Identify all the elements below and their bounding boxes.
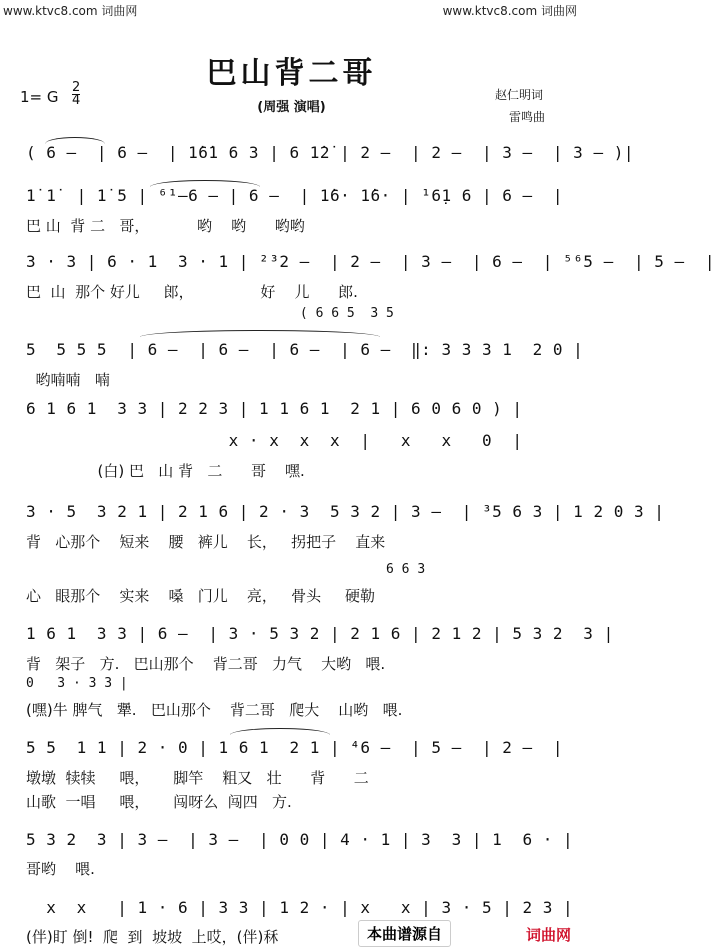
- score-line-6-notes: 3 · 5 3 2 1 | 2 1 6 | 2 · 3 5 3 2 | 3 – | ³5 6 3 | 1 2 0 3 |: [26, 502, 665, 521]
- score-line-5-lyrics: (白) 巴 山 背 二 哥 嘿.: [26, 462, 305, 480]
- singer-credit: (周强 演唱): [257, 100, 326, 115]
- score-line-12-lyrics: (伴)盯 倒! 爬 到 坡坡 上哎，(伴)秝: [26, 928, 279, 946]
- time-denominator: 4: [72, 93, 81, 108]
- score-line-7-lyrics: 心 眼那个 实来 嗓 门儿 亮， 骨头 硬勒: [26, 587, 375, 605]
- score-line-4-small: ( 6 6 5 3 5: [26, 306, 394, 321]
- score-line-5-rhythm: x · x x x | x x 0 |: [26, 431, 523, 450]
- score-line-11-lyrics: 哥哟 喂.: [26, 860, 95, 878]
- slur: [45, 137, 105, 144]
- watermark-left: www.ktvc8.com 词曲网: [3, 4, 138, 18]
- score-line-8-lyrics: 背 架子 方. 巴山那个 背二哥 力气 大哟 喂.: [26, 655, 386, 673]
- score-line-11-notes: 5 3 2 3 | 3 – | 3 – | 0 0 | 4 · 1 | 3 3 | 1 6 · |: [26, 830, 574, 849]
- song-title: 巴山背二哥: [206, 56, 377, 91]
- score-line-4-lyrics: 哟喃喃 喃: [26, 371, 110, 389]
- score-line-3-notes: 3 · 3 | 6 · 1 3 · 1 | ²³2 – | 2 – | 3 – | 6 – | ⁵⁶5 – | 5 – |: [26, 252, 715, 271]
- score-line-7-small: 6 6 3: [26, 562, 426, 577]
- score-line-12-rhythm: x x | 1 · 6 | 3 3 | 1 2 · | x x | 3 · 5 | 2 3 |: [26, 898, 574, 917]
- time-numerator: 2: [72, 80, 81, 95]
- score-line-2-lyrics: 巴 山 背 二 哥， 哟 哟 哟哟: [26, 217, 305, 235]
- watermark-right: www.ktvc8.com 词曲网: [442, 4, 577, 18]
- lyricist-credit: 赵仁明词: [494, 88, 543, 102]
- score-line-8-notes: 1 6 1 3 3 | 6 – | 3 · 5 3 2 | 2 1 6 | 2 1 2 | 5 3 2 3 |: [26, 624, 614, 643]
- score-line-10-lyrics: 墩墩 犊犊 喂， 脚竿 粗又 壮 背 二: [26, 769, 369, 787]
- score-line-9-small: 0 3 · 3 3 |: [26, 676, 128, 691]
- score-line-1-notes: ( 6 – | 6 – | 1̇6̇1 6 3 | 6 1̇2̇ | 2 – | 2 – | 3 – | 3 – )|: [26, 143, 634, 162]
- source-badge: 本曲谱源自: [358, 920, 451, 947]
- slur: [230, 728, 330, 735]
- tie: [140, 330, 380, 337]
- score-line-5-notes: 6 1 6 1 3 3 | 2 2 3 | 1 1 6 1 2 1 | 6 0 6 0 ) |: [26, 399, 523, 418]
- key-signature: 1= G: [20, 88, 59, 106]
- score-line-6-lyrics: 背 心那个 短来 腰 裤儿 长， 拐把子 直来: [26, 533, 386, 551]
- score-line-3-lyrics: 巴 山 那个 好儿 郎， 好 儿 郎.: [26, 283, 358, 301]
- slur: [150, 180, 260, 187]
- score-line-4-notes: 5 5 5 5 | 6 – | 6 – | 6 – | 6 – ‖: 3 3 3 1 2 0 |: [26, 340, 584, 359]
- score-line-10-notes: 5 5 1 1 | 2 · 0 | 1 6 1 2 1 | ⁴6 – | 5 – | 2 – |: [26, 738, 564, 757]
- score-line-10-lyrics-2: 山歌 一唱 喂， 闯呀么 闯四 方.: [26, 793, 292, 811]
- score-line-2-notes: 1̇ 1̇ | 1̇ 5 | ⁶¹–6 – | 6 – | 1̇6· 1̇6· | ¹6̣1 6 | 6 – |: [26, 186, 564, 205]
- footer-watermark: [0, 924, 583, 949]
- score-line-9-lyrics: (嘿)牛 脾气 犟. 巴山那个 背二哥 爬大 山哟 喂.: [26, 701, 403, 719]
- composer-credit: 雷鸣曲: [508, 110, 545, 124]
- site-badge: 词曲网: [518, 922, 579, 947]
